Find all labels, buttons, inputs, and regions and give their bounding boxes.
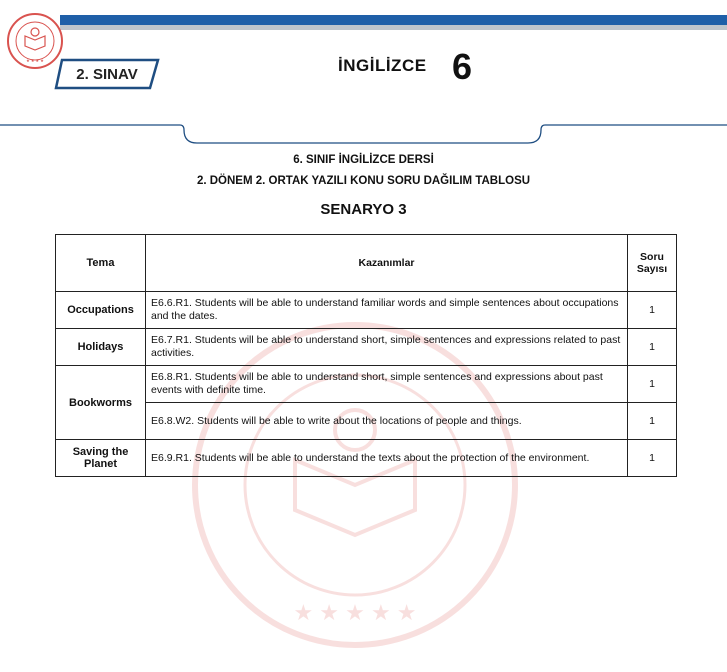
table-row [56,440,677,477]
exam-number-badge [52,58,162,90]
table-row [56,292,677,329]
soru-count-cell: 1 [628,329,677,366]
soru-count-cell: 1 [628,403,677,440]
topic-distribution-table [55,234,677,477]
kazanim-cell: E6.9.R1. Students will be able to understand the texts about the protection of the environment. [146,440,628,477]
table-header-row [56,235,677,292]
tema-cell: Occupations [56,292,146,329]
kazanim-cell: E6.6.R1. Students will be able to understand familiar words and simple sentences about occupations and the dates. [146,292,628,329]
tema-cell: Bookworms [56,366,146,440]
tema-cell: Holidays [56,329,146,366]
soru-count-cell: 1 [628,292,677,329]
exam-label: 2. SINAV [76,65,138,83]
soru-count-cell: 1 [628,440,677,477]
kazanim-cell: E6.7.R1. Students will be able to understand short, simple sentences and expressions related to past activities. [146,329,628,366]
svg-text:★ ★ ★ ★ ★: ★ ★ ★ ★ ★ [293,600,417,625]
header-soru-sayisi: Soru Sayısı [628,235,677,292]
tema-cell: Saving the Planet [56,440,146,477]
doc-heading-line2: 2. DÖNEM 2. ORTAK YAZILI KONU SORU DAĞILIM TABLOSU [196,175,531,187]
header-gray-bar [60,25,727,30]
doc-heading-line1: 6. SINIF İNGİLİZCE DERSİ [293,154,434,166]
grade-number: 6 [452,46,473,87]
header-kazanimlar: Kazanımlar [146,235,628,292]
scenario-heading: SENARYO 3 [320,201,407,218]
subject-title: İNGİLİZCE [338,56,427,75]
table-row [56,329,677,366]
table-row [56,366,677,403]
kazanim-cell: E6.8.R1. Students will be able to understand short, simple sentences and expressions about past events with definite time. [146,366,628,403]
table-row [56,403,677,440]
header-tema: Tema [56,235,146,292]
kazanim-cell: E6.8.W2. Students will be able to write about the locations of people and things. [146,403,628,440]
header-divider [0,118,727,158]
soru-count-cell: 1 [628,366,677,403]
header-blue-bar [60,15,727,25]
svg-text:★ ★ ★ ★: ★ ★ ★ ★ [26,58,44,63]
